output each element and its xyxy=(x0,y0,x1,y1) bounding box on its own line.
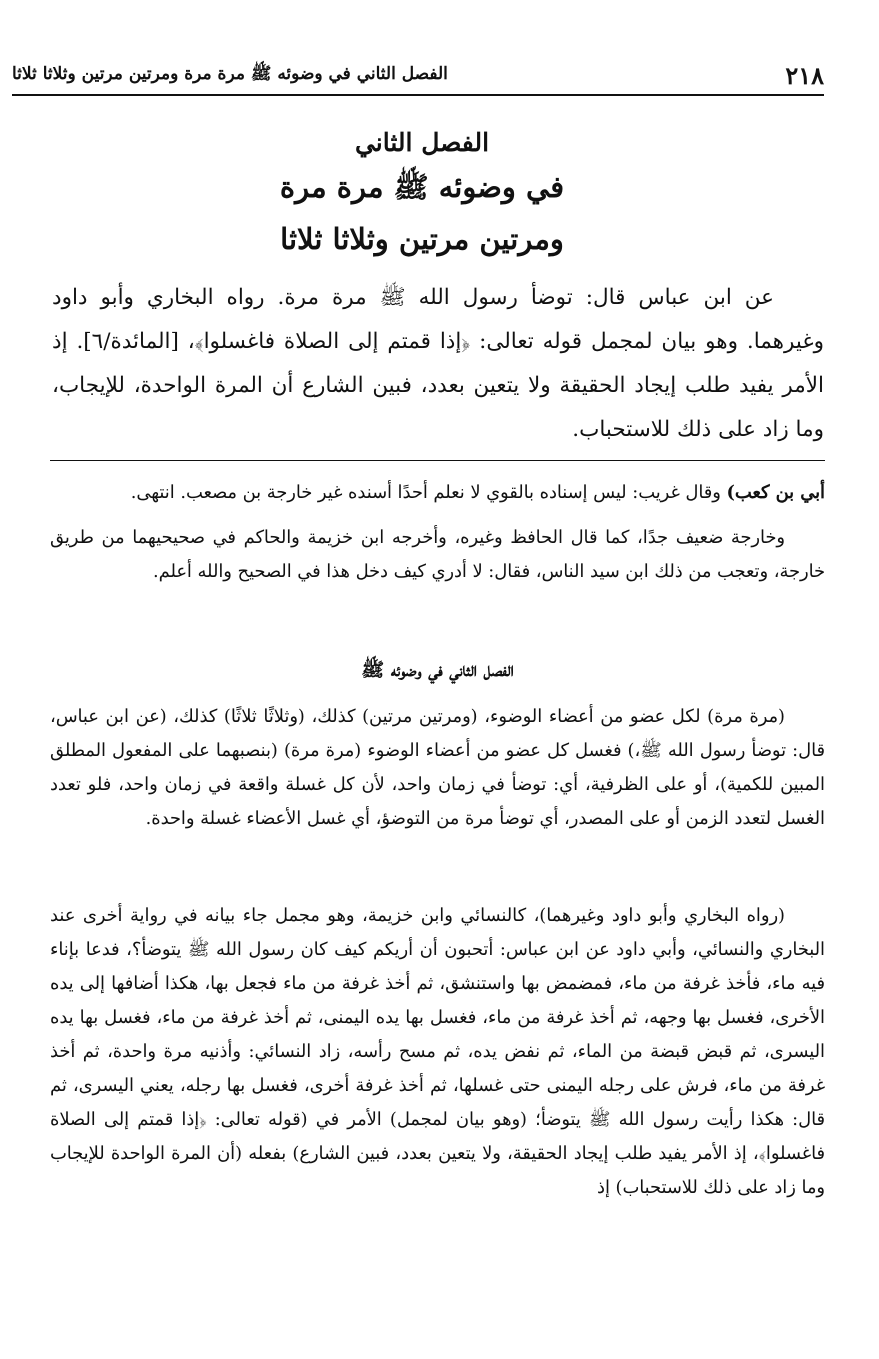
commentary-subheading: الفصل الثاني في وضوئه ﷺ xyxy=(361,659,514,681)
footnote-paragraph-2: وخارجة ضعيف جدًا، كما قال الحافظ وغيره، وأخرجه ابن خزيمة والحاكم في صحيحيهما من طريق خارجة، وتعجب من ذلك ابن سيد الناس، فقال: لا أدري كيف دخل هذا في الصحيح والله أعلم. xyxy=(50,527,825,582)
chapter-title-line-3: ومرتين مرتين وثلاثا ثلاثا xyxy=(280,222,564,256)
chapter-title-line-2: في وضوئه ﷺ مرة مرة xyxy=(279,170,565,204)
footnote-bold-lead: أبي بن كعب) xyxy=(726,482,825,503)
page-header xyxy=(12,55,824,95)
header-divider xyxy=(12,94,824,96)
chapter-title-line-1: الفصل الثاني xyxy=(354,128,490,157)
footnote-divider xyxy=(50,460,825,461)
main-text xyxy=(52,276,824,452)
page-number: ٢١٨ xyxy=(785,60,824,90)
main-paragraph: عن ابن عباس قال: توضأ رسول الله ﷺ مرة مرة. رواه البخاري وأبو داود وغيرهما. وهو بيان لمجمل قوله تعالى: ﴿إذا قمتم إلى الصلاة فاغسلوا﴾، [المائدة/٦]. إذ الأمر يفيد طلب إيجاد الحقيقة ولا يتعين بعدد، فبين الشارع أن المرة الواحدة، للإيجاب، وما زاد على ذلك للاستحباب. xyxy=(52,285,824,442)
footnote-paragraph-1 xyxy=(50,476,825,510)
running-title: الفصل الثاني في وضوئه ﷺ مرة مرة ومرتين مرتين وثلاثا ثلاثا xyxy=(12,63,448,84)
commentary-paragraph-1: (مرة مرة) لكل عضو من أعضاء الوضوء، (ومرتين مرتين) كذلك، (وثلاثًا ثلاثًا) كذلك، (عن ابن عباس، قال: توضأ رسول الله ﷺ،) فغسل كل عضو من أعضاء الوضوء (مرة مرة) (بنصبهما على المفعول المطلق المبين للكمية)، أو على الظرفية، أي: توضأ في زمان واحد، لأن كل غسلة واقعة في زمان واحد، فلو تعدد الغسل لتعدد الزمن أو على المصدر، أي توضأ مرة من التوضؤ، أي غسل الأعضاء غسلة واحدة. xyxy=(50,706,825,829)
commentary-paragraph-2: (رواه البخاري وأبو داود وغيرهما)، كالنسائي وابن خزيمة، وهو مجمل جاء بيانه في رواية أخرى عند البخاري والنسائي، وأبي داود عن ابن عباس: أتحبون أن أريكم كيف كان رسول الله ﷺ يتوضأ؟، فدعا بإناء فيه ماء، فأخذ غرفة من ماء، فمضمض بها واستنشق، ثم أخذ غرفة من ماء فجعل بها، هكذا أضافها إلى يده الأخرى، فغسل بها وجهه، ثم أخذ غرفة من ماء، فغسل بها يده اليمنى، ثم أخذ غرفة من ماء، فغسل بها يده اليسرى، ثم قبض قبضة من الماء، ثم نفض يده، ثم مسح رأسه، زاد النسائي: وأذنيه مرة واحدة، ثم أخذ غرفة من ماء، فرش على رجله اليمنى حتى غسلها، ثم أخذ غرفة أخرى، فغسل بها رجله، يعني اليسرى، ثم قال: هكذا رأيت رسول الله ﷺ يتوضأ؛ (وهو بيان لمجمل) الأمر في (قوله تعالى: ﴿إذا قمتم إلى الصلاة فاغسلوا﴾، إذ الأمر يفيد طلب إيجاد الحقيقة، ولا يتعين بعدد، فبين الشارع) بفعله (أن المرة الواحدة للإيجاب وما زاد على ذلك للاستحباب) إذ xyxy=(50,905,825,1198)
footnote-text: وقال غريب: ليس إسناده بالقوي لا نعلم أحدًا أسنده غير خارجة بن مصعب. انتهى. xyxy=(130,482,727,503)
